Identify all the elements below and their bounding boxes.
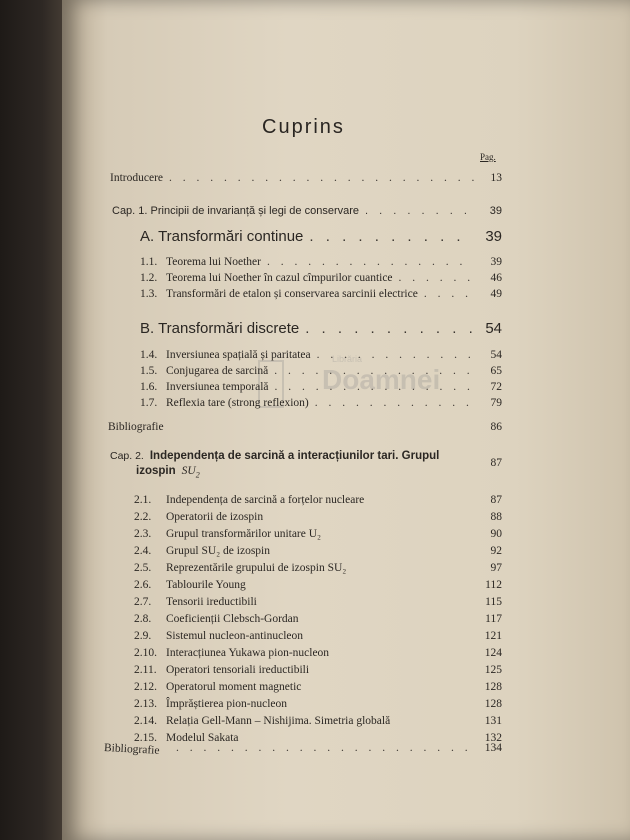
item-number: 1.1. xyxy=(140,256,158,268)
toc-label: Introducere xyxy=(110,172,163,184)
toc-item xyxy=(134,545,502,557)
toc-label: B. Transformări discrete xyxy=(140,320,300,337)
chapter-2-prefix: Cap. 2. xyxy=(110,450,144,462)
item-text: Tablourile Young xyxy=(166,579,246,591)
leader-dots xyxy=(267,256,474,268)
item-number: 1.5. xyxy=(140,365,158,377)
toc-page: 131 xyxy=(484,715,502,727)
page-title: Cuprins xyxy=(262,116,345,138)
leader-dots xyxy=(399,272,474,284)
su2-symbol: SU xyxy=(181,465,196,477)
toc-page: 72 xyxy=(490,381,502,393)
toc-page: 88 xyxy=(490,511,502,523)
toc-page: 90 xyxy=(490,528,502,540)
item-text: Grupul SU₂ de izospin xyxy=(166,545,270,557)
item-text: Reprezentările grupului de izospin SU₂ xyxy=(166,562,347,574)
toc-page: 112 xyxy=(485,579,502,591)
toc-label: Cap. 1. Principii de invarianță și legi de conservare xyxy=(112,205,360,217)
chapter-2-title-cont: izospin xyxy=(136,465,176,477)
toc-label: A. Transformări continue xyxy=(140,228,304,245)
toc-page: 86 xyxy=(490,421,502,433)
leader-dots xyxy=(315,397,474,409)
item-text: Împrăștierea pion-nucleon xyxy=(166,698,288,710)
toc-item xyxy=(140,397,502,409)
toc-item xyxy=(134,579,502,591)
item-number: 2.1. xyxy=(134,494,152,506)
item-number: 2.8. xyxy=(134,613,152,625)
item-text: Operatori tensoriali ireductibili xyxy=(166,664,310,676)
item-number: 2.5. xyxy=(134,562,152,574)
item-text: Inversiunea spațială și paritatea xyxy=(166,349,311,361)
toc-page: 39 xyxy=(489,205,502,217)
leader-dots xyxy=(365,205,474,217)
toc-entry-introduction xyxy=(110,172,502,184)
item-text: Operatorul moment magnetic xyxy=(166,681,302,693)
page-column-header: Pag. xyxy=(480,152,496,162)
toc-item xyxy=(134,494,502,506)
item-number: 2.6. xyxy=(134,579,152,591)
toc-item xyxy=(134,511,502,523)
item-number: 1.6. xyxy=(140,381,158,393)
toc-bibliography-1 xyxy=(108,421,502,433)
toc-page: 13 xyxy=(490,172,502,184)
toc-page: 79 xyxy=(490,397,502,409)
toc-page: 117 xyxy=(485,613,502,625)
item-text: Coeficienții Clebsch-Gordan xyxy=(166,613,299,625)
item-number: 2.15. xyxy=(134,732,157,744)
toc-page: 39 xyxy=(485,228,502,245)
toc-item xyxy=(134,596,502,608)
item-number: 2.11. xyxy=(134,664,157,676)
item-text: Teorema lui Noether xyxy=(166,256,261,268)
toc-bibliography-2-leader xyxy=(170,742,502,754)
item-text: Sistemul nucleon-antinucleon xyxy=(166,630,304,642)
item-number: 1.4. xyxy=(140,349,158,361)
toc-item xyxy=(134,562,502,574)
item-number: 2.7. xyxy=(134,596,152,608)
toc-item xyxy=(134,715,502,727)
leader-dots xyxy=(317,349,474,361)
item-text: Reflexia tare (strong reflexion) xyxy=(166,397,309,409)
toc-page: 92 xyxy=(490,545,502,557)
leader-dots xyxy=(424,288,474,300)
toc-page: 115 xyxy=(485,596,502,608)
toc-page: 54 xyxy=(490,349,502,361)
item-number: 2.10. xyxy=(134,647,157,659)
toc-page: 97 xyxy=(490,562,502,574)
item-text: Inversiunea temporală xyxy=(166,381,269,393)
toc-page: 128 xyxy=(484,681,502,693)
item-text: Operatorii de izospin xyxy=(166,511,264,523)
toc-section-b xyxy=(140,320,502,337)
book-spine xyxy=(0,0,70,840)
toc-item xyxy=(140,381,502,393)
toc-page: 134 xyxy=(484,742,502,754)
leader-dots xyxy=(274,365,474,377)
leader-dots xyxy=(176,742,474,754)
toc-item xyxy=(134,630,502,642)
toc-page: 54 xyxy=(485,320,502,337)
leader-dots xyxy=(305,320,474,337)
toc-item xyxy=(140,365,502,377)
chapter-2-title: Independența de sarcină a interacțiunilor tari. Grupul xyxy=(149,450,440,462)
item-number: 2.2. xyxy=(134,511,152,523)
toc-item xyxy=(134,664,502,676)
toc-section-a xyxy=(140,228,502,245)
toc-item xyxy=(134,681,502,693)
leader-dots xyxy=(275,381,475,393)
toc-item xyxy=(134,613,502,625)
item-text: Transformări de etalon și conservarea sarcinii electrice xyxy=(166,288,418,300)
toc-label: Bibliografie xyxy=(103,742,160,757)
leader-dots xyxy=(169,172,474,184)
toc-page: 124 xyxy=(484,647,502,659)
toc-item xyxy=(140,256,502,268)
toc-page: 46 xyxy=(490,272,502,284)
item-number: 2.4. xyxy=(134,545,152,557)
toc-page: 128 xyxy=(484,698,502,710)
item-number: 1.7. xyxy=(140,397,158,409)
toc-page: 65 xyxy=(490,365,502,377)
toc-item xyxy=(134,698,502,710)
item-number: 2.13. xyxy=(134,698,157,710)
toc-label: Bibliografie xyxy=(108,421,164,433)
item-number: 2.3. xyxy=(134,528,152,540)
item-text: Relația Gell-Mann – Nishijima. Simetria globală xyxy=(166,715,391,727)
su2-subscript: 2 xyxy=(195,470,200,480)
item-number: 1.2. xyxy=(140,272,158,284)
toc-page: 87 xyxy=(490,494,502,506)
item-number: 2.9. xyxy=(134,630,152,642)
toc-item xyxy=(140,288,502,300)
item-text: Teorema lui Noether în cazul cîmpurilor cuantice xyxy=(166,272,393,284)
chapter-2-line-1 xyxy=(110,450,502,462)
toc-item xyxy=(134,647,502,659)
toc-chapter-2 xyxy=(110,450,502,479)
watermark-big-text: Doamnei xyxy=(322,364,441,395)
toc-page: 39 xyxy=(490,256,502,268)
leader-dots xyxy=(309,228,474,245)
toc-item xyxy=(140,349,502,361)
toc-page: 49 xyxy=(490,288,502,300)
item-text: Modelul Sakata xyxy=(166,732,239,744)
item-number: 2.14. xyxy=(134,715,157,727)
toc-item xyxy=(140,272,502,284)
item-text: Interacțiunea Yukawa pion-nucleon xyxy=(166,647,330,659)
toc-page: 125 xyxy=(484,664,502,676)
toc-page: 121 xyxy=(484,630,502,642)
item-text: Conjugarea de sarcină xyxy=(166,365,269,377)
item-text: Grupul transformărilor unitare U₂ xyxy=(166,528,322,540)
watermark-small-text: Librăria xyxy=(332,354,363,364)
toc-page: 87 xyxy=(490,457,502,469)
item-number: 1.3. xyxy=(140,288,158,300)
item-text: Tensorii ireductibili xyxy=(166,596,257,608)
toc-item xyxy=(134,528,502,540)
item-text: Independența de sarcină a forțelor nucleare xyxy=(166,494,365,506)
chapter-2-line-2 xyxy=(110,457,502,480)
item-number: 2.12. xyxy=(134,681,157,693)
toc-chapter-1 xyxy=(112,205,502,217)
toc-page: 132 xyxy=(484,732,502,744)
